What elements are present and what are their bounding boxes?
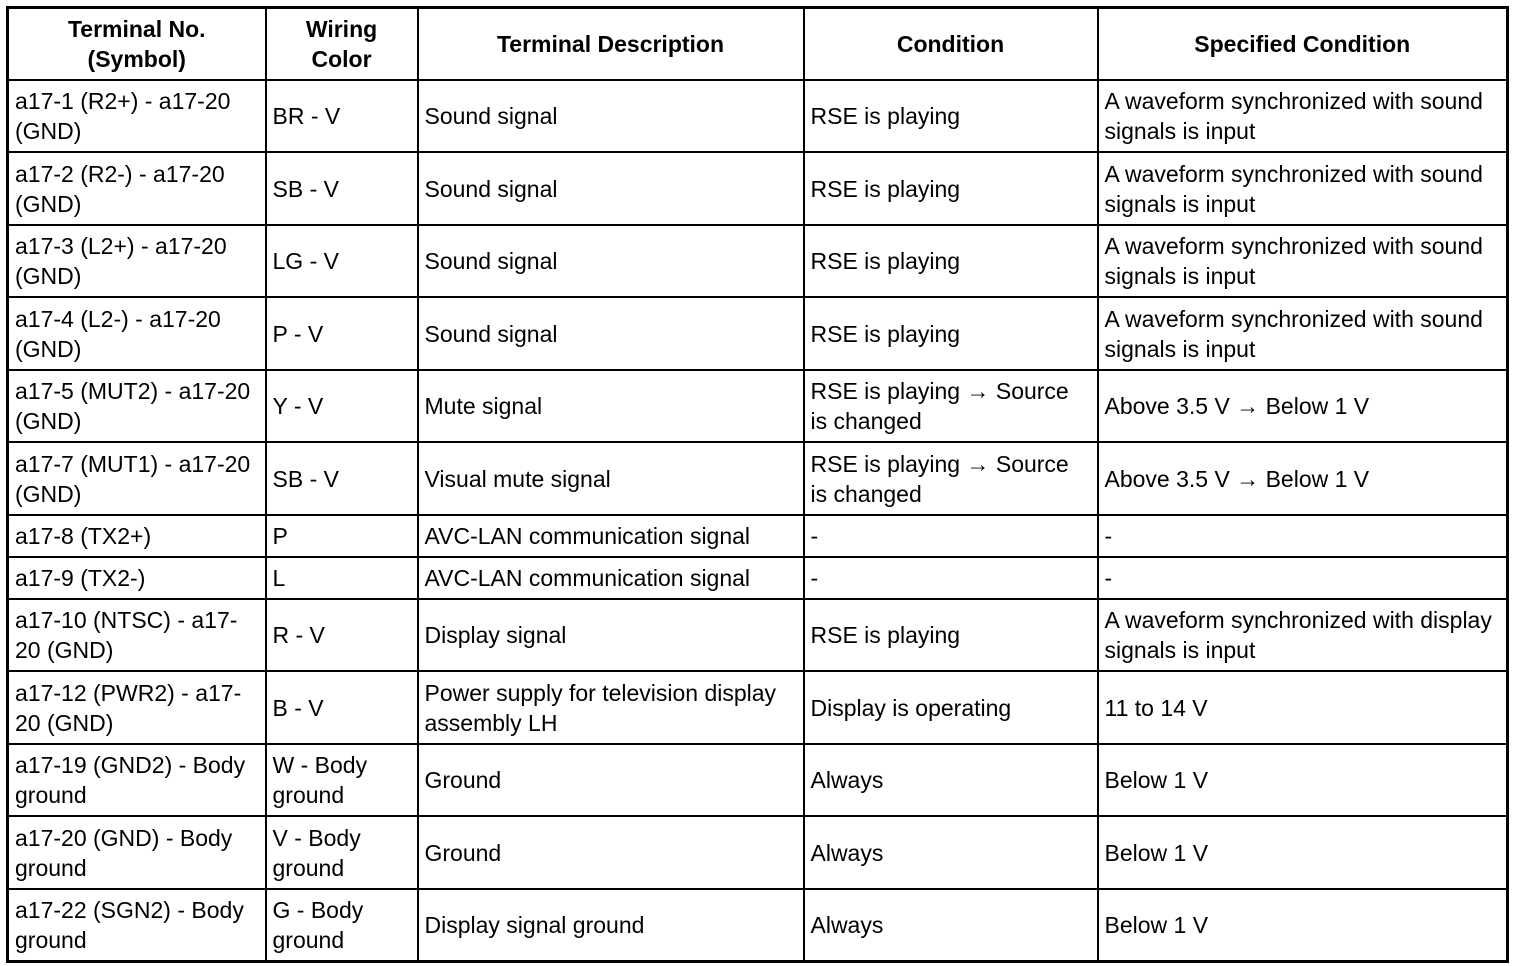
cell-description: Sound signal — [418, 225, 804, 298]
table-row — [8, 370, 1508, 443]
cell-description: Sound signal — [418, 80, 804, 153]
cell-terminal: a17-5 (MUT2) - a17-20 (GND) — [8, 370, 266, 443]
cell-specified-condition: 11 to 14 V — [1098, 671, 1508, 744]
cell-wiring-color: V - Body ground — [266, 816, 418, 889]
cell-wiring-color: SB - V — [266, 442, 418, 515]
cell-condition: Display is operating — [804, 671, 1098, 744]
cell-condition: RSE is playing — [804, 225, 1098, 298]
cell-wiring-color: L — [266, 557, 418, 599]
cell-specified-condition: Below 1 V — [1098, 744, 1508, 817]
cell-condition: Always — [804, 744, 1098, 817]
table-row — [8, 442, 1508, 515]
cell-condition: RSE is playing — [804, 152, 1098, 225]
cell-condition: RSE is playing — [804, 297, 1098, 370]
table-row — [8, 816, 1508, 889]
cell-condition: Always — [804, 816, 1098, 889]
cell-wiring-color: BR - V — [266, 80, 418, 153]
table-row — [8, 671, 1508, 744]
cell-terminal: a17-3 (L2+) - a17-20 (GND) — [8, 225, 266, 298]
cell-description: AVC-LAN communication signal — [418, 557, 804, 599]
cell-terminal: a17-19 (GND2) - Body ground — [8, 744, 266, 817]
cell-terminal: a17-12 (PWR2) - a17-20 (GND) — [8, 671, 266, 744]
cell-condition: RSE is playing → Source is changed — [804, 370, 1098, 443]
cell-description: Sound signal — [418, 297, 804, 370]
cell-specified-condition: A waveform synchronized with sound signals is input — [1098, 80, 1508, 153]
cell-specified-condition: Above 3.5 V → Below 1 V — [1098, 442, 1508, 515]
cell-description: Ground — [418, 816, 804, 889]
cell-terminal: a17-2 (R2-) - a17-20 (GND) — [8, 152, 266, 225]
cell-terminal: a17-20 (GND) - Body ground — [8, 816, 266, 889]
cell-specified-condition: A waveform synchronized with sound signals is input — [1098, 297, 1508, 370]
cell-terminal: a17-9 (TX2-) — [8, 557, 266, 599]
table-row — [8, 599, 1508, 672]
header-terminal-description: Terminal Description — [418, 8, 804, 80]
cell-wiring-color: Y - V — [266, 370, 418, 443]
cell-condition: Always — [804, 889, 1098, 962]
cell-specified-condition: A waveform synchronized with display signals is input — [1098, 599, 1508, 672]
cell-condition: RSE is playing → Source is changed — [804, 442, 1098, 515]
cell-specified-condition: - — [1098, 557, 1508, 599]
cell-wiring-color: P — [266, 515, 418, 557]
cell-condition: RSE is playing — [804, 80, 1098, 153]
cell-description: Display signal ground — [418, 889, 804, 962]
cell-specified-condition: - — [1098, 515, 1508, 557]
header-terminal-no: Terminal No. (Symbol) — [8, 8, 266, 80]
table-row — [8, 152, 1508, 225]
table-row — [8, 557, 1508, 599]
cell-terminal: a17-4 (L2-) - a17-20 (GND) — [8, 297, 266, 370]
cell-wiring-color: SB - V — [266, 152, 418, 225]
cell-description: AVC-LAN communication signal — [418, 515, 804, 557]
cell-wiring-color: P - V — [266, 297, 418, 370]
cell-terminal: a17-1 (R2+) - a17-20 (GND) — [8, 80, 266, 153]
cell-terminal: a17-7 (MUT1) - a17-20 (GND) — [8, 442, 266, 515]
cell-wiring-color: R - V — [266, 599, 418, 672]
table-row — [8, 225, 1508, 298]
table-row — [8, 744, 1508, 817]
cell-specified-condition: A waveform synchronized with sound signals is input — [1098, 225, 1508, 298]
cell-wiring-color: W - Body ground — [266, 744, 418, 817]
cell-description: Visual mute signal — [418, 442, 804, 515]
header-condition: Condition — [804, 8, 1098, 80]
table-row — [8, 297, 1508, 370]
table-row — [8, 515, 1508, 557]
cell-specified-condition: Below 1 V — [1098, 816, 1508, 889]
table-row — [8, 889, 1508, 962]
cell-description: Power supply for television display assembly LH — [418, 671, 804, 744]
cell-specified-condition: A waveform synchronized with sound signals is input — [1098, 152, 1508, 225]
header-wiring-color: Wiring Color — [266, 8, 418, 80]
cell-wiring-color: G - Body ground — [266, 889, 418, 962]
cell-terminal: a17-22 (SGN2) - Body ground — [8, 889, 266, 962]
table-body — [8, 80, 1508, 962]
cell-terminal: a17-8 (TX2+) — [8, 515, 266, 557]
cell-description: Ground — [418, 744, 804, 817]
cell-condition: RSE is playing — [804, 599, 1098, 672]
cell-specified-condition: Below 1 V — [1098, 889, 1508, 962]
cell-specified-condition: Above 3.5 V → Below 1 V — [1098, 370, 1508, 443]
cell-terminal: a17-10 (NTSC) - a17-20 (GND) — [8, 599, 266, 672]
cell-condition: - — [804, 557, 1098, 599]
cell-wiring-color: LG - V — [266, 225, 418, 298]
cell-condition: - — [804, 515, 1098, 557]
cell-description: Display signal — [418, 599, 804, 672]
cell-wiring-color: B - V — [266, 671, 418, 744]
cell-description: Mute signal — [418, 370, 804, 443]
table-row — [8, 80, 1508, 153]
terminal-spec-table — [6, 6, 1509, 963]
cell-description: Sound signal — [418, 152, 804, 225]
table-header-row — [8, 8, 1508, 80]
header-specified-condition: Specified Condition — [1098, 8, 1508, 80]
